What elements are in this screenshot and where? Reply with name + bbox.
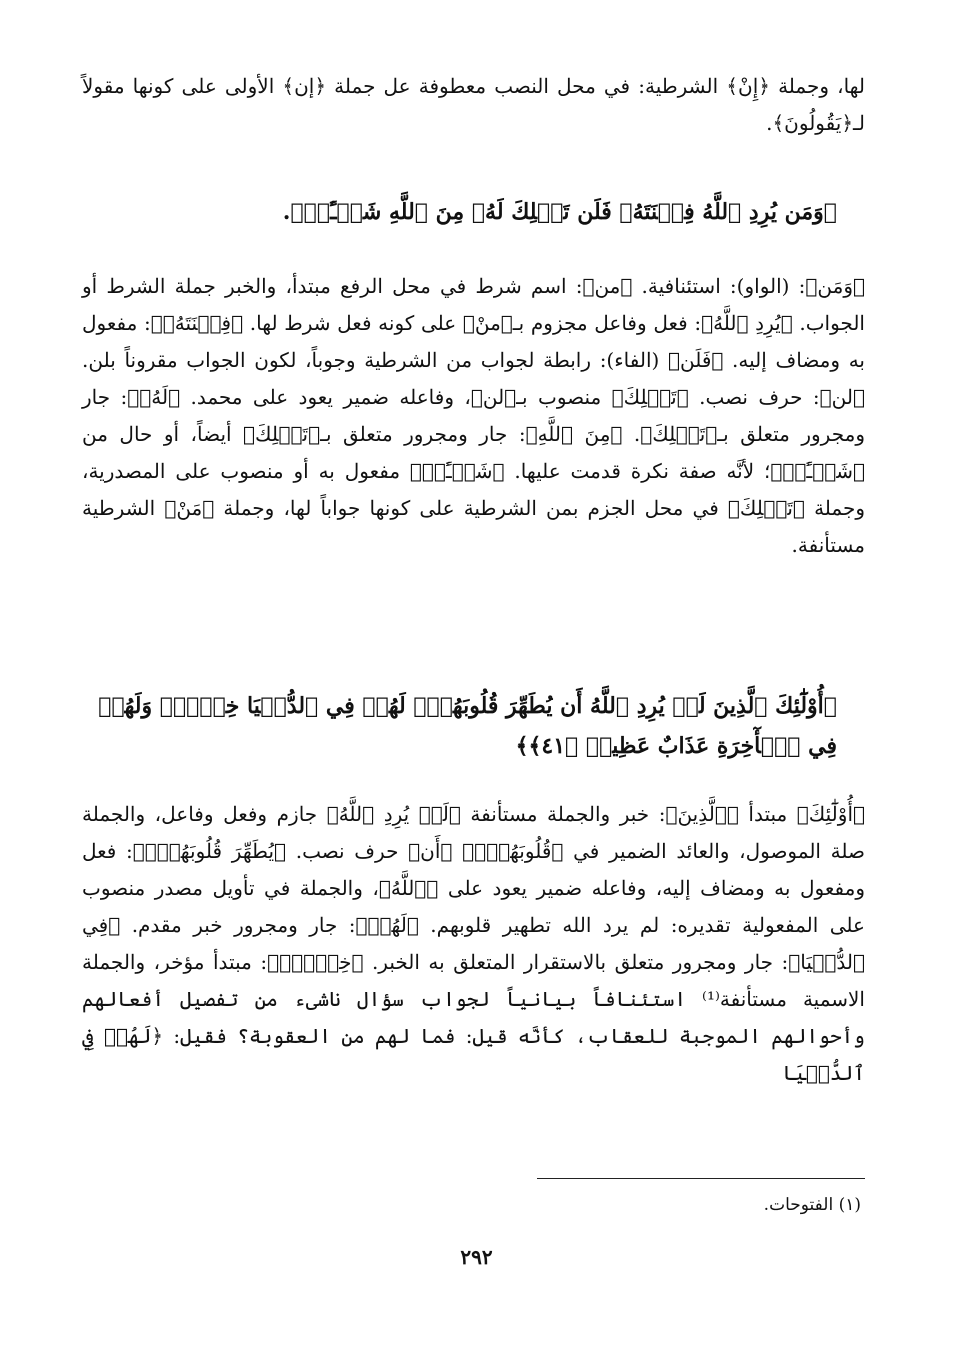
paragraph: ﴿وَمَن﴾: (الواو): استئنافية. ﴿من﴾: اسم شرط في محل الرفع مبتدأ، والخبر جملة الشرط أو الجواب. ﴿يُرِدِ ٱللَّهُ﴾: فعل وفاعل مجزوم بـ﴿منْ﴾ على كونه فعل شرط لها. ﴿فِتۡنَتَهُۥ﴾: مفعول به ومضاف إليه. ﴿فَلَن﴾ (الفاء): رابطة لجواب من الشرطية وجوباً، لكون الجواب مقروناً بلن. ﴿لن﴾: حرف نصب. ﴿تَمۡلِكَ﴾ منصوب بـ﴿لن﴾، وفاعله ضمير يعود على محمد. ﴿لَهُۥ﴾: جار ومجرور متعلق بـ﴿تَمۡلِكَ﴾. ﴿مِنَ ٱللَّهِ﴾: جار ومجرور متعلق بـ﴿تَمۡلِكَ﴾ أيضاً، أو حال من ﴿شَيۡـًٔاۚ﴾؛ لأنَّه صفة نكرة قدمت عليها. ﴿شَيۡـًٔاۚ﴾ مفعول به أو منصوب على المصدرية، وجملة ﴿تَمۡلِكَ﴾ في محل الجزم بمن الشرطية على كونها جواباً لها، وجملة ﴿مَنْ﴾ الشرطية مستأنفة. — [82, 274, 865, 557]
footnote: (١) الفتوحات. — [763, 1195, 861, 1215]
paragraph: لها، وجملة ﴿إِنْ﴾ الشرطية: في محل النصب معطوفة عل جملة ﴿إن﴾ الأولى على كونها مقولاً لـ﴿يَقُولُونَ﴾. — [82, 74, 865, 135]
footnote-divider — [537, 1178, 865, 1179]
paragraph: ﴿أُوْلَٰٓئِكَ﴾ مبتدأ ﴿ٱلَّذِينَ﴾: خبر والجملة مستأنفة ﴿لَمۡ يُرِدِ ٱللَّهُ﴾ جازم وفعل وفاعل، والجملة صلة الموصول، والعائد الضمير في ﴿قُلُوبَهُمۡۚ﴾ ﴿أَن﴾ حرف نصب. ﴿يُطَهِّرَ قُلُوبَهُمۡۚ﴾: فعل ومفعول به ومضاف إليه، وفاعله ضمير يعود على ﴿ٱللَّهُ﴾، والجملة في تأويل مصدر منصوب على المفعولية تقديره: لم يرد الله تطهير قلوبهم. ﴿لَهُمۡ﴾: جار ومجرور خبر مقدم. ﴿فِي ٱلدُّنۡيَا﴾: جار ومجرور متعلق بالاستقرار المتعلق به الخبر. ﴿خِزۡيٞۖ﴾: مبتدأ مؤخر، والجملة الاسمية مستأنفة⁽¹⁾ استئنافاً بيانياً لجواب سؤال ناشىء من تفصيل أفعالهم وأحوالهم الموجبة للعقاب، كأنَّه قيل: فما لهم من العقوبة؟ فقيل: ﴿لَهُمۡ فِي ٱلدُّنۡيَا — [82, 802, 865, 1085]
quran-verse: ﴿أُوْلَٰٓئِكَ ٱلَّذِينَ لَمۡ يُرِدِ ٱللَّهُ أَن يُطَهِّرَ قُلُوبَهُمۡۚ لَهُمۡ فِي ٱلدُّنۡيَا خِزۡيٞۖ وَلَهُمۡ فِي ٱلۡأٓخِرَةِ عَذَابٌ عَظِيمٞ ﴿٤١﴾﴾ — [98, 693, 837, 759]
quran-verse: ﴿وَمَن يُرِدِ ٱللَّهُ فِتۡنَتَهُۥ فَلَن تَمۡلِكَ لَهُۥ مِنَ ٱللَّهِ شَيۡـًٔاۚ﴾. — [282, 199, 837, 225]
page-number: ٢٩٢ — [460, 1245, 493, 1269]
